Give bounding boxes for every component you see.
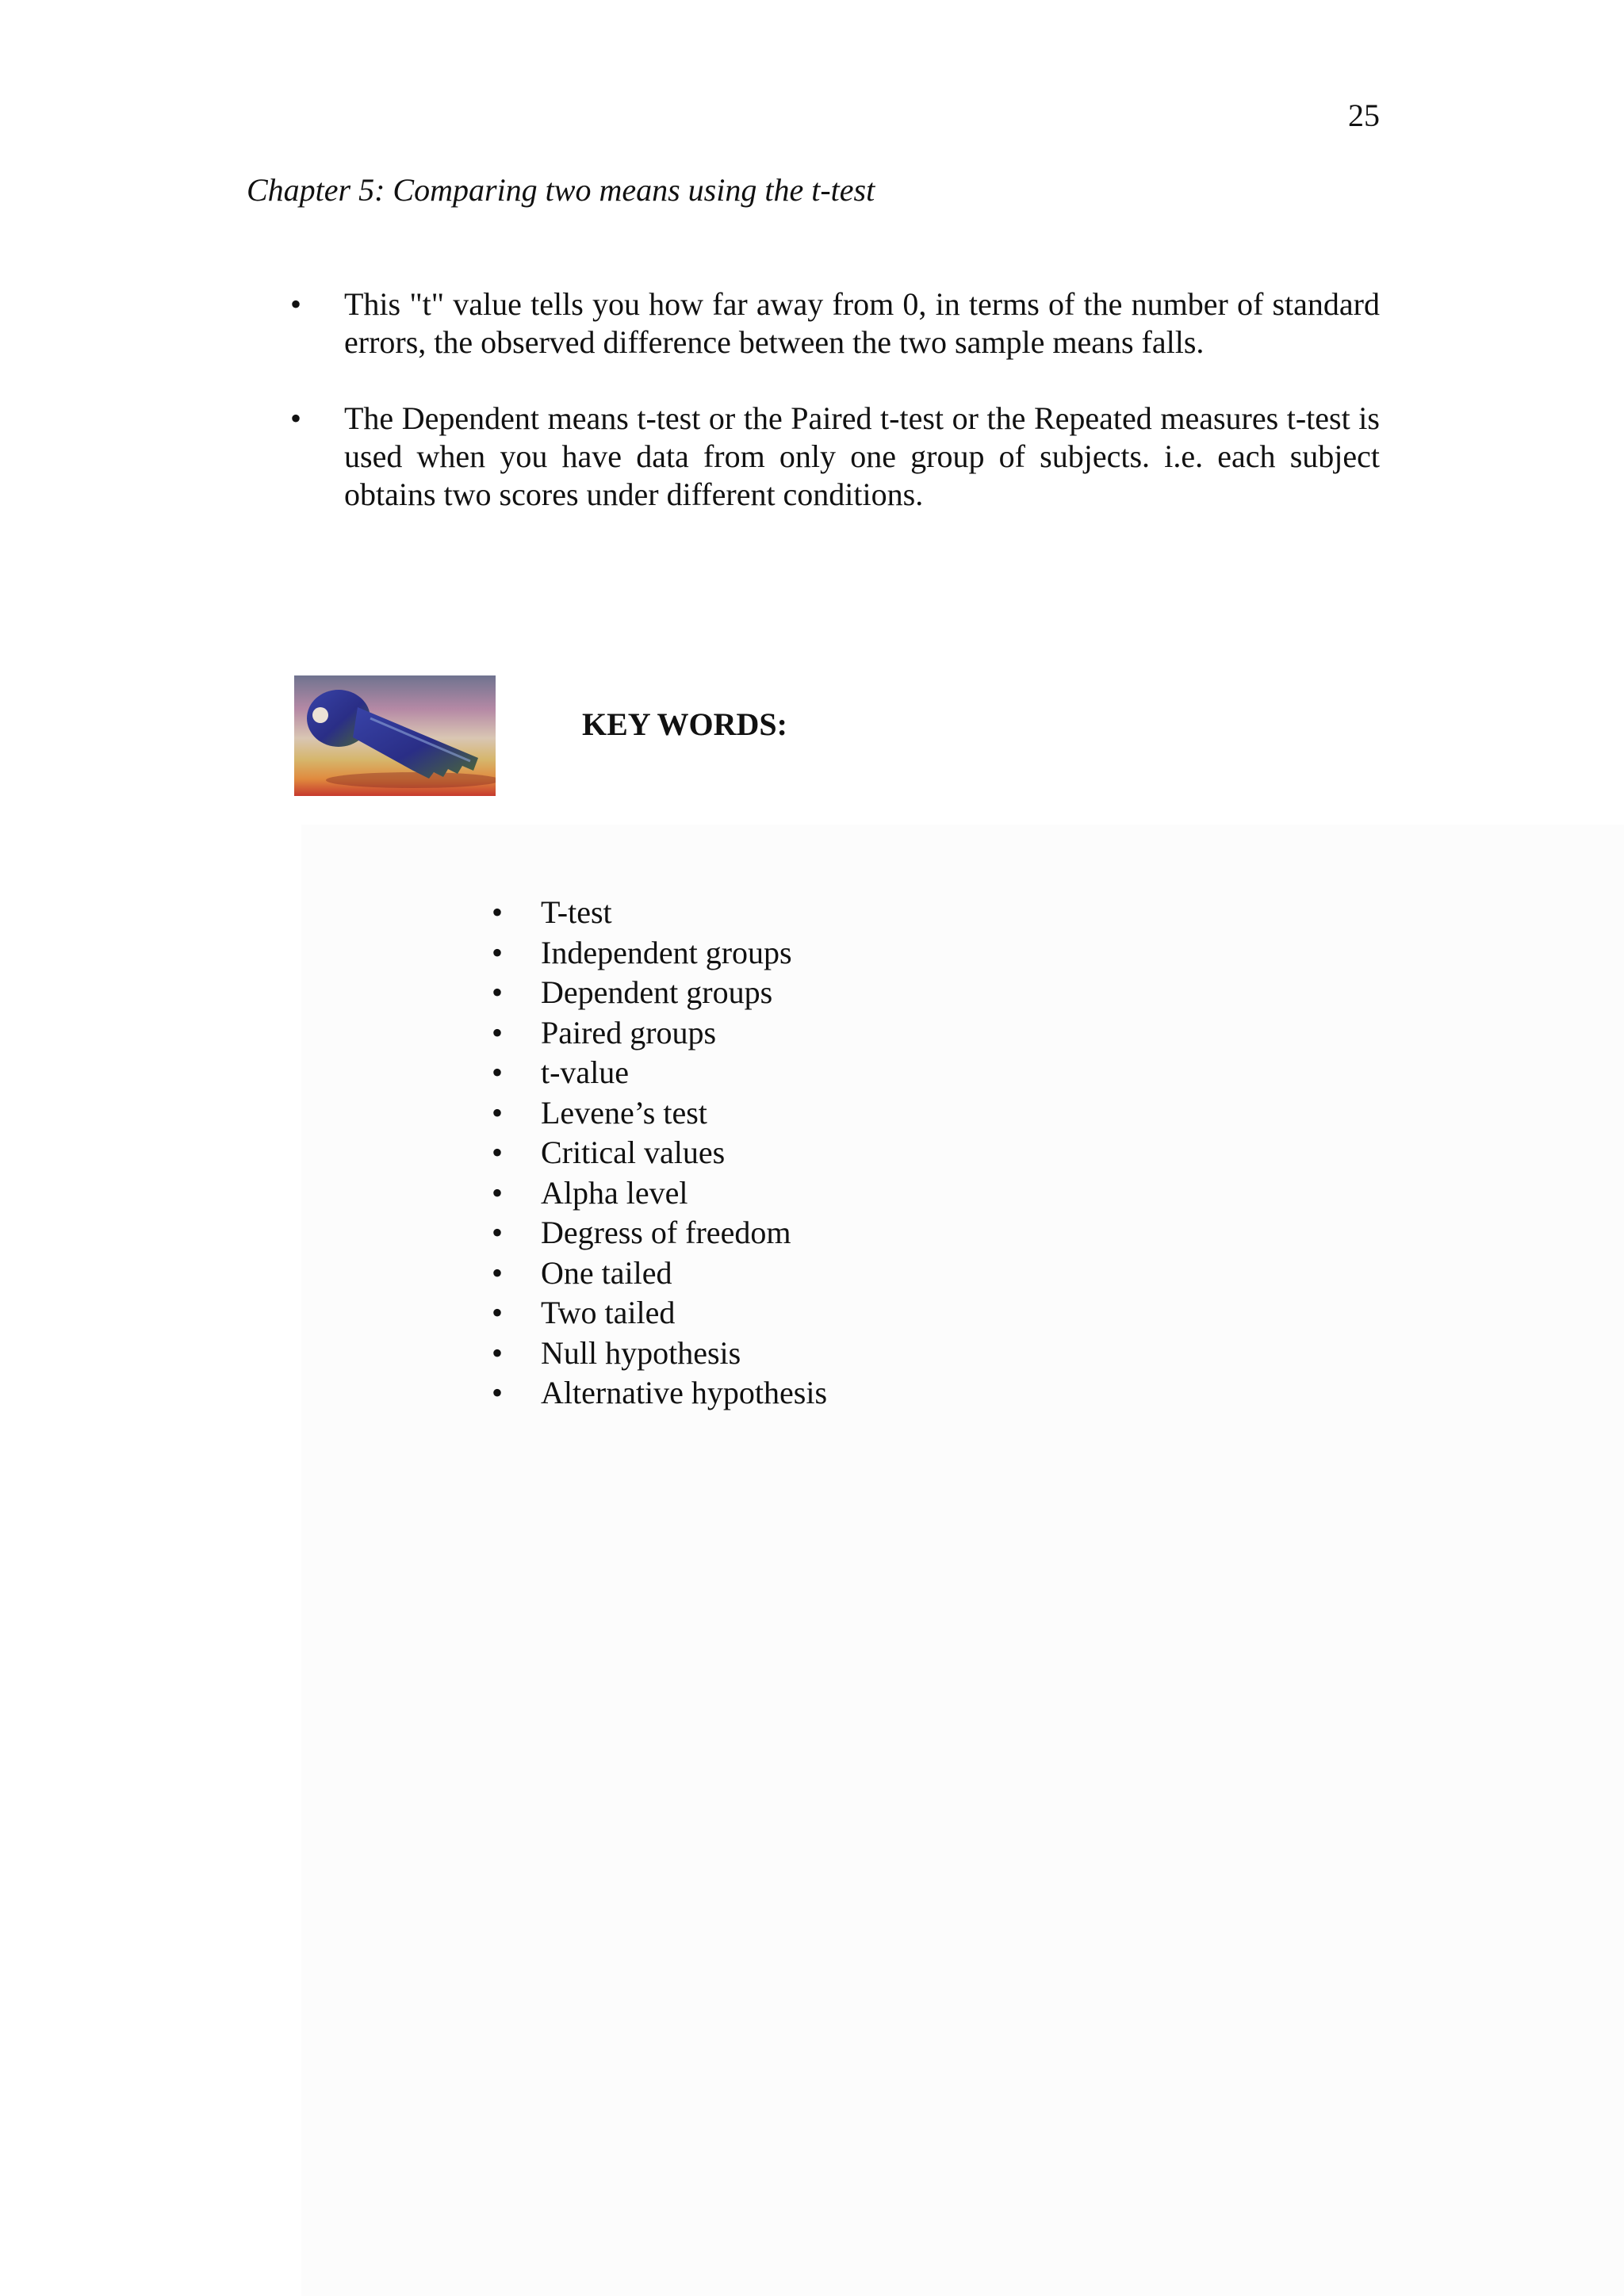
list-item [0,1173,1624,1214]
keyword-text: Independent groups [541,934,792,970]
list-item [0,1213,1624,1253]
list-item [0,933,1624,974]
list-item [0,1093,1624,1134]
keyword-text: Null hypothesis [541,1334,741,1371]
list-item [0,1373,1624,1414]
bullet-marker: • [492,894,504,930]
key-words-heading: KEY WORDS: [582,706,787,742]
keyword-text: Dependent groups [541,974,773,1010]
bullet-marker: • [492,934,504,970]
bullet-marker: • [492,1014,504,1050]
list-item [0,1253,1624,1294]
chapter-title: Chapter 5: Comparing two means using the t-test [247,172,875,208]
key-shadow [326,772,496,788]
list-item [0,1334,1624,1374]
keyword-text: Degress of freedom [541,1215,791,1250]
bullet-marker: • [492,1174,504,1211]
bullet-marker: • [492,1135,504,1170]
keyword-text: T-test [541,894,612,930]
bullet-marker: • [492,1295,504,1330]
keyword-text: One tailed [541,1254,672,1291]
bullet-marker: • [290,286,302,322]
bullet-text: The Dependent means t-test or the Paired t-test or the Repeated measures t-test is used when you have data from only one group of subjects. i.e. each subject obtains two scores under different conditions. [344,400,1380,512]
list-item [0,1013,1624,1054]
bullet-text: This "t" value tells you how far away from 0, in terms of the number of standard errors, the observed difference between the two sample means falls. [344,286,1380,360]
keyword-text: Alpha level [541,1174,688,1211]
list-item [0,1053,1624,1093]
bullet-marker: • [492,1054,504,1090]
list-item [0,973,1624,1013]
keyword-text: Paired groups [541,1014,717,1050]
bullet-marker: • [290,400,302,436]
keyword-text: Alternative hypothesis [541,1375,828,1410]
keyword-text: Critical values [541,1135,726,1170]
keyword-list [0,893,1624,1414]
bullet-marker: • [492,1254,504,1291]
list-item [0,893,1624,933]
bullet-marker: • [492,1334,504,1371]
list-item [0,1133,1624,1173]
keyword-text: Levene’s test [541,1094,707,1131]
bullet-marker: • [492,1375,504,1410]
bullet-marker: • [492,1215,504,1250]
bullet-marker: • [492,974,504,1010]
key-icon [294,675,496,796]
keyword-text: Two tailed [541,1295,676,1330]
page-number: 25 [1348,98,1380,133]
list-item [0,1293,1624,1334]
keyword-text: t-value [541,1054,630,1090]
bullet-marker: • [492,1094,504,1131]
